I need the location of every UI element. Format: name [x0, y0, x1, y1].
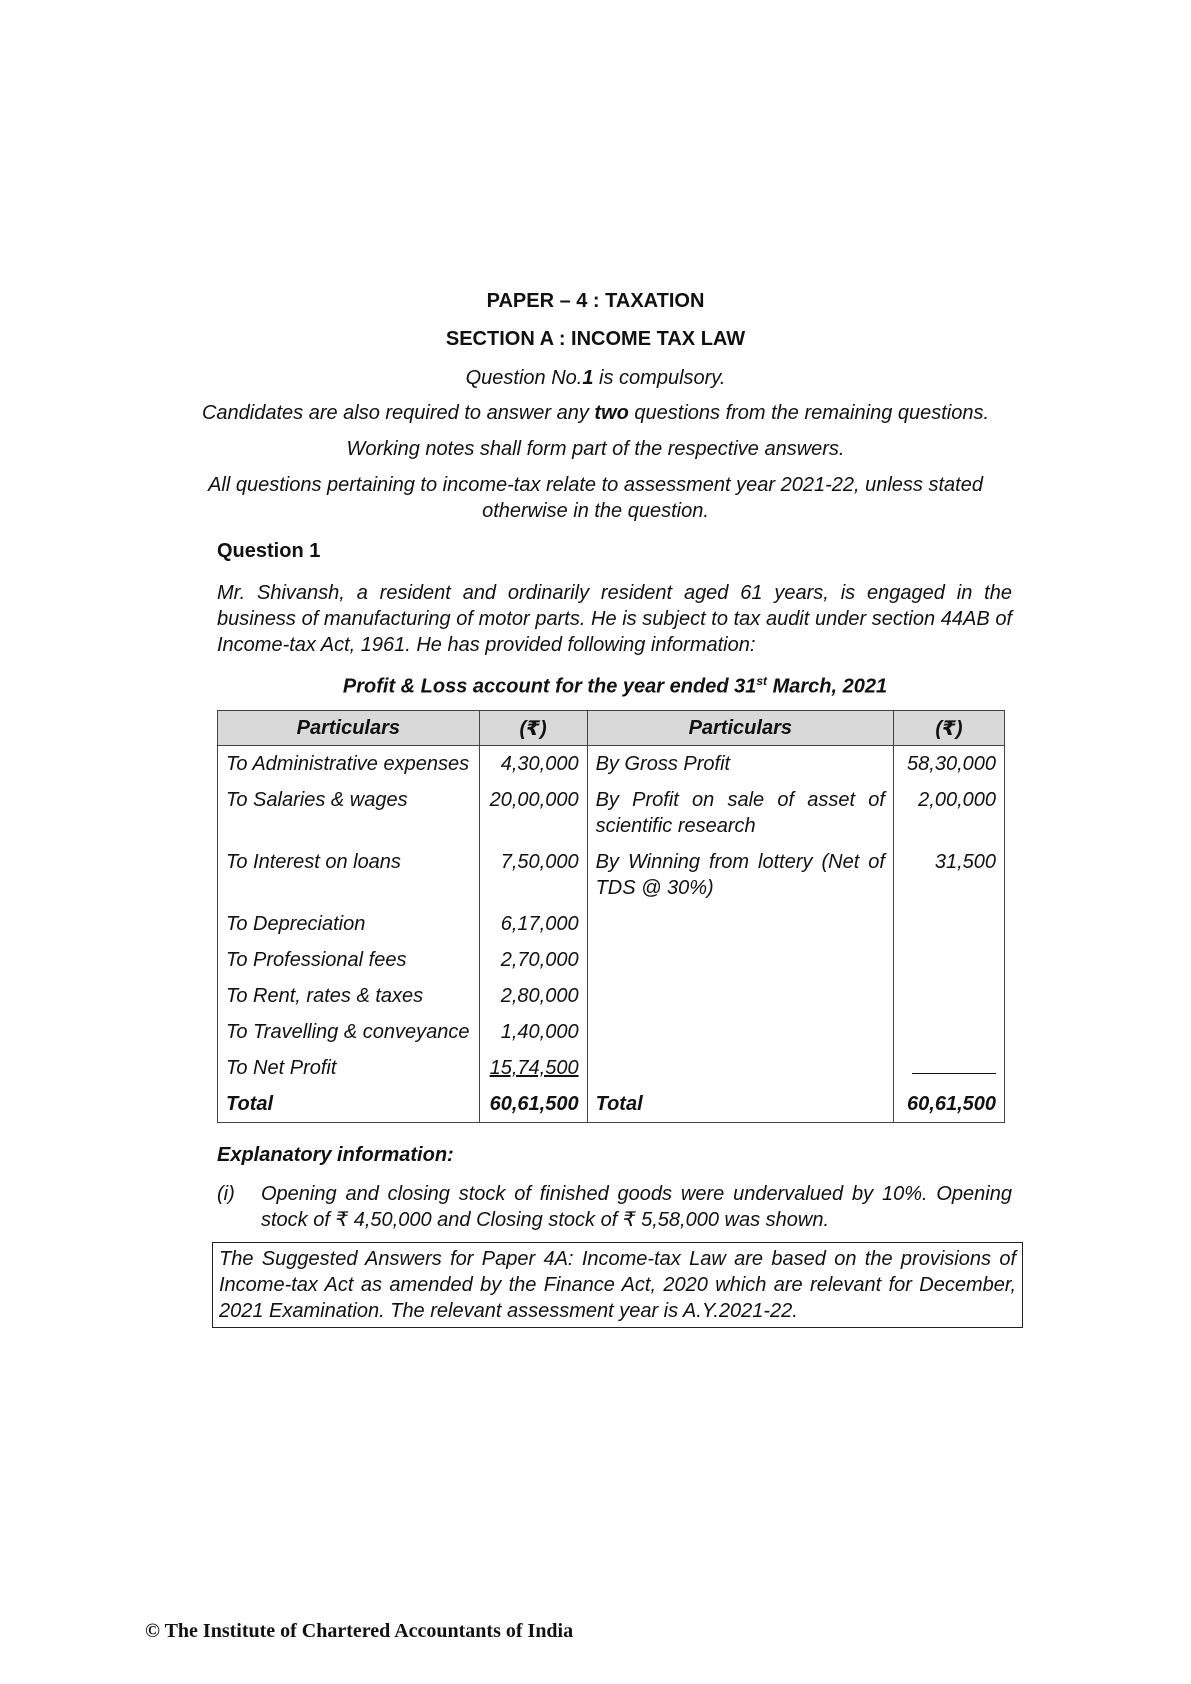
table-row — [218, 1050, 1005, 1086]
credit-particular — [587, 1050, 893, 1086]
section-title: SECTION A : INCOME TAX LAW — [445, 328, 746, 350]
paper-title: PAPER – 4 : TAXATION — [486, 290, 705, 312]
debit-total-amount: 60,61,500 — [479, 1086, 587, 1123]
header-particulars-right: Particulars — [587, 711, 893, 746]
total-rule-line — [912, 1059, 996, 1074]
table-caption: Profit & Loss account for the year ended 31st March, 2021 — [342, 674, 888, 698]
debit-amount — [479, 1050, 587, 1086]
instruction-assessment-year-line1: All questions pertaining to income-tax relate to assessment year 2021-22, unless stated — [208, 474, 983, 496]
question-heading: Question 1 — [217, 540, 321, 562]
credit-amount: 58,30,000 — [893, 746, 1004, 783]
debit-particular: To Net Profit — [218, 1050, 480, 1086]
debit-amount: 7,50,000 — [479, 844, 587, 906]
debit-amount: 2,70,000 — [479, 942, 587, 978]
explanatory-item — [217, 1181, 1012, 1233]
credit-particular: By Gross Profit — [587, 746, 893, 783]
header-amount-right: (₹) — [893, 711, 1004, 746]
debit-total-label: Total — [218, 1086, 480, 1123]
instruction-compulsory: Question No.1 is compulsory. — [465, 367, 726, 389]
credit-particular: By Profit on sale of asset of scientific research — [587, 782, 893, 844]
instruction-working-notes: Working notes shall form part of the respective answers. — [346, 438, 845, 460]
table-row — [218, 844, 1005, 906]
credit-total-amount: 60,61,500 — [893, 1086, 1004, 1123]
debit-amount: 1,40,000 — [479, 1014, 587, 1050]
debit-particular: To Travelling & conveyance — [218, 1014, 480, 1050]
item-text: Opening and closing stock of finished goods were undervalued by 10%. Opening stock of ₹ 4,50,000 and Closing stock of ₹ 5,58,000 was shown. — [261, 1183, 1012, 1231]
debit-particular: To Administrative expenses — [218, 746, 480, 783]
table-row — [218, 1014, 1005, 1050]
credit-total-label: Total — [587, 1086, 893, 1123]
table-total-row — [218, 1086, 1005, 1123]
credit-amount: 2,00,000 — [893, 782, 1004, 844]
net-profit-amount: 15,74,500 — [489, 1057, 579, 1079]
debit-particular: To Rent, rates & taxes — [218, 978, 480, 1014]
credit-amount — [893, 1014, 1004, 1050]
debit-amount: 2,80,000 — [479, 978, 587, 1014]
debit-amount: 20,00,000 — [479, 782, 587, 844]
table-header-row — [218, 711, 1005, 746]
credit-particular — [587, 1014, 893, 1050]
table-row — [218, 782, 1005, 844]
credit-amount — [893, 1050, 1004, 1086]
debit-amount: 4,30,000 — [479, 746, 587, 783]
debit-particular: To Salaries & wages — [218, 782, 480, 844]
credit-amount: 31,500 — [893, 844, 1004, 906]
table-row — [218, 942, 1005, 978]
debit-particular: To Depreciation — [218, 906, 480, 942]
debit-particular: To Professional fees — [218, 942, 480, 978]
credit-particular — [587, 942, 893, 978]
credit-amount — [893, 942, 1004, 978]
instruction-assessment-year-line2: otherwise in the question. — [482, 500, 709, 522]
credit-amount — [893, 978, 1004, 1014]
instruction-two-questions: Candidates are also required to answer any two questions from the remaining questions. — [201, 402, 990, 424]
table-row — [218, 978, 1005, 1014]
credit-particular: By Winning from lottery (Net of TDS @ 30%) — [587, 844, 893, 906]
header-particulars-left: Particulars — [218, 711, 480, 746]
table-row — [218, 746, 1005, 783]
question-text: Mr. Shivansh, a resident and ordinarily resident aged 61 years, is engaged in the business of manufacturing of motor parts. He is subject to tax audit under section 44AB of Income-tax Act, 1961. He has provided following information: — [217, 582, 1012, 656]
item-number: (i) — [217, 1183, 235, 1205]
note-box: The Suggested Answers for Paper 4A: Income-tax Law are based on the provisions of Income-tax Act as amended by the Finance Act, 2020 which are relevant for December, 2021 Examination. The relevant assessment year is A.Y.2021-22. — [212, 1242, 1023, 1328]
debit-amount: 6,17,000 — [479, 906, 587, 942]
footer-copyright: © The Institute of Chartered Accountants of India — [145, 1620, 574, 1642]
credit-amount — [893, 906, 1004, 942]
header-amount-left: (₹) — [479, 711, 587, 746]
credit-particular — [587, 978, 893, 1014]
explanatory-heading: Explanatory information: — [217, 1144, 454, 1166]
table-row — [218, 906, 1005, 942]
credit-particular — [587, 906, 893, 942]
debit-particular: To Interest on loans — [218, 844, 480, 906]
profit-loss-table — [217, 710, 1005, 1123]
